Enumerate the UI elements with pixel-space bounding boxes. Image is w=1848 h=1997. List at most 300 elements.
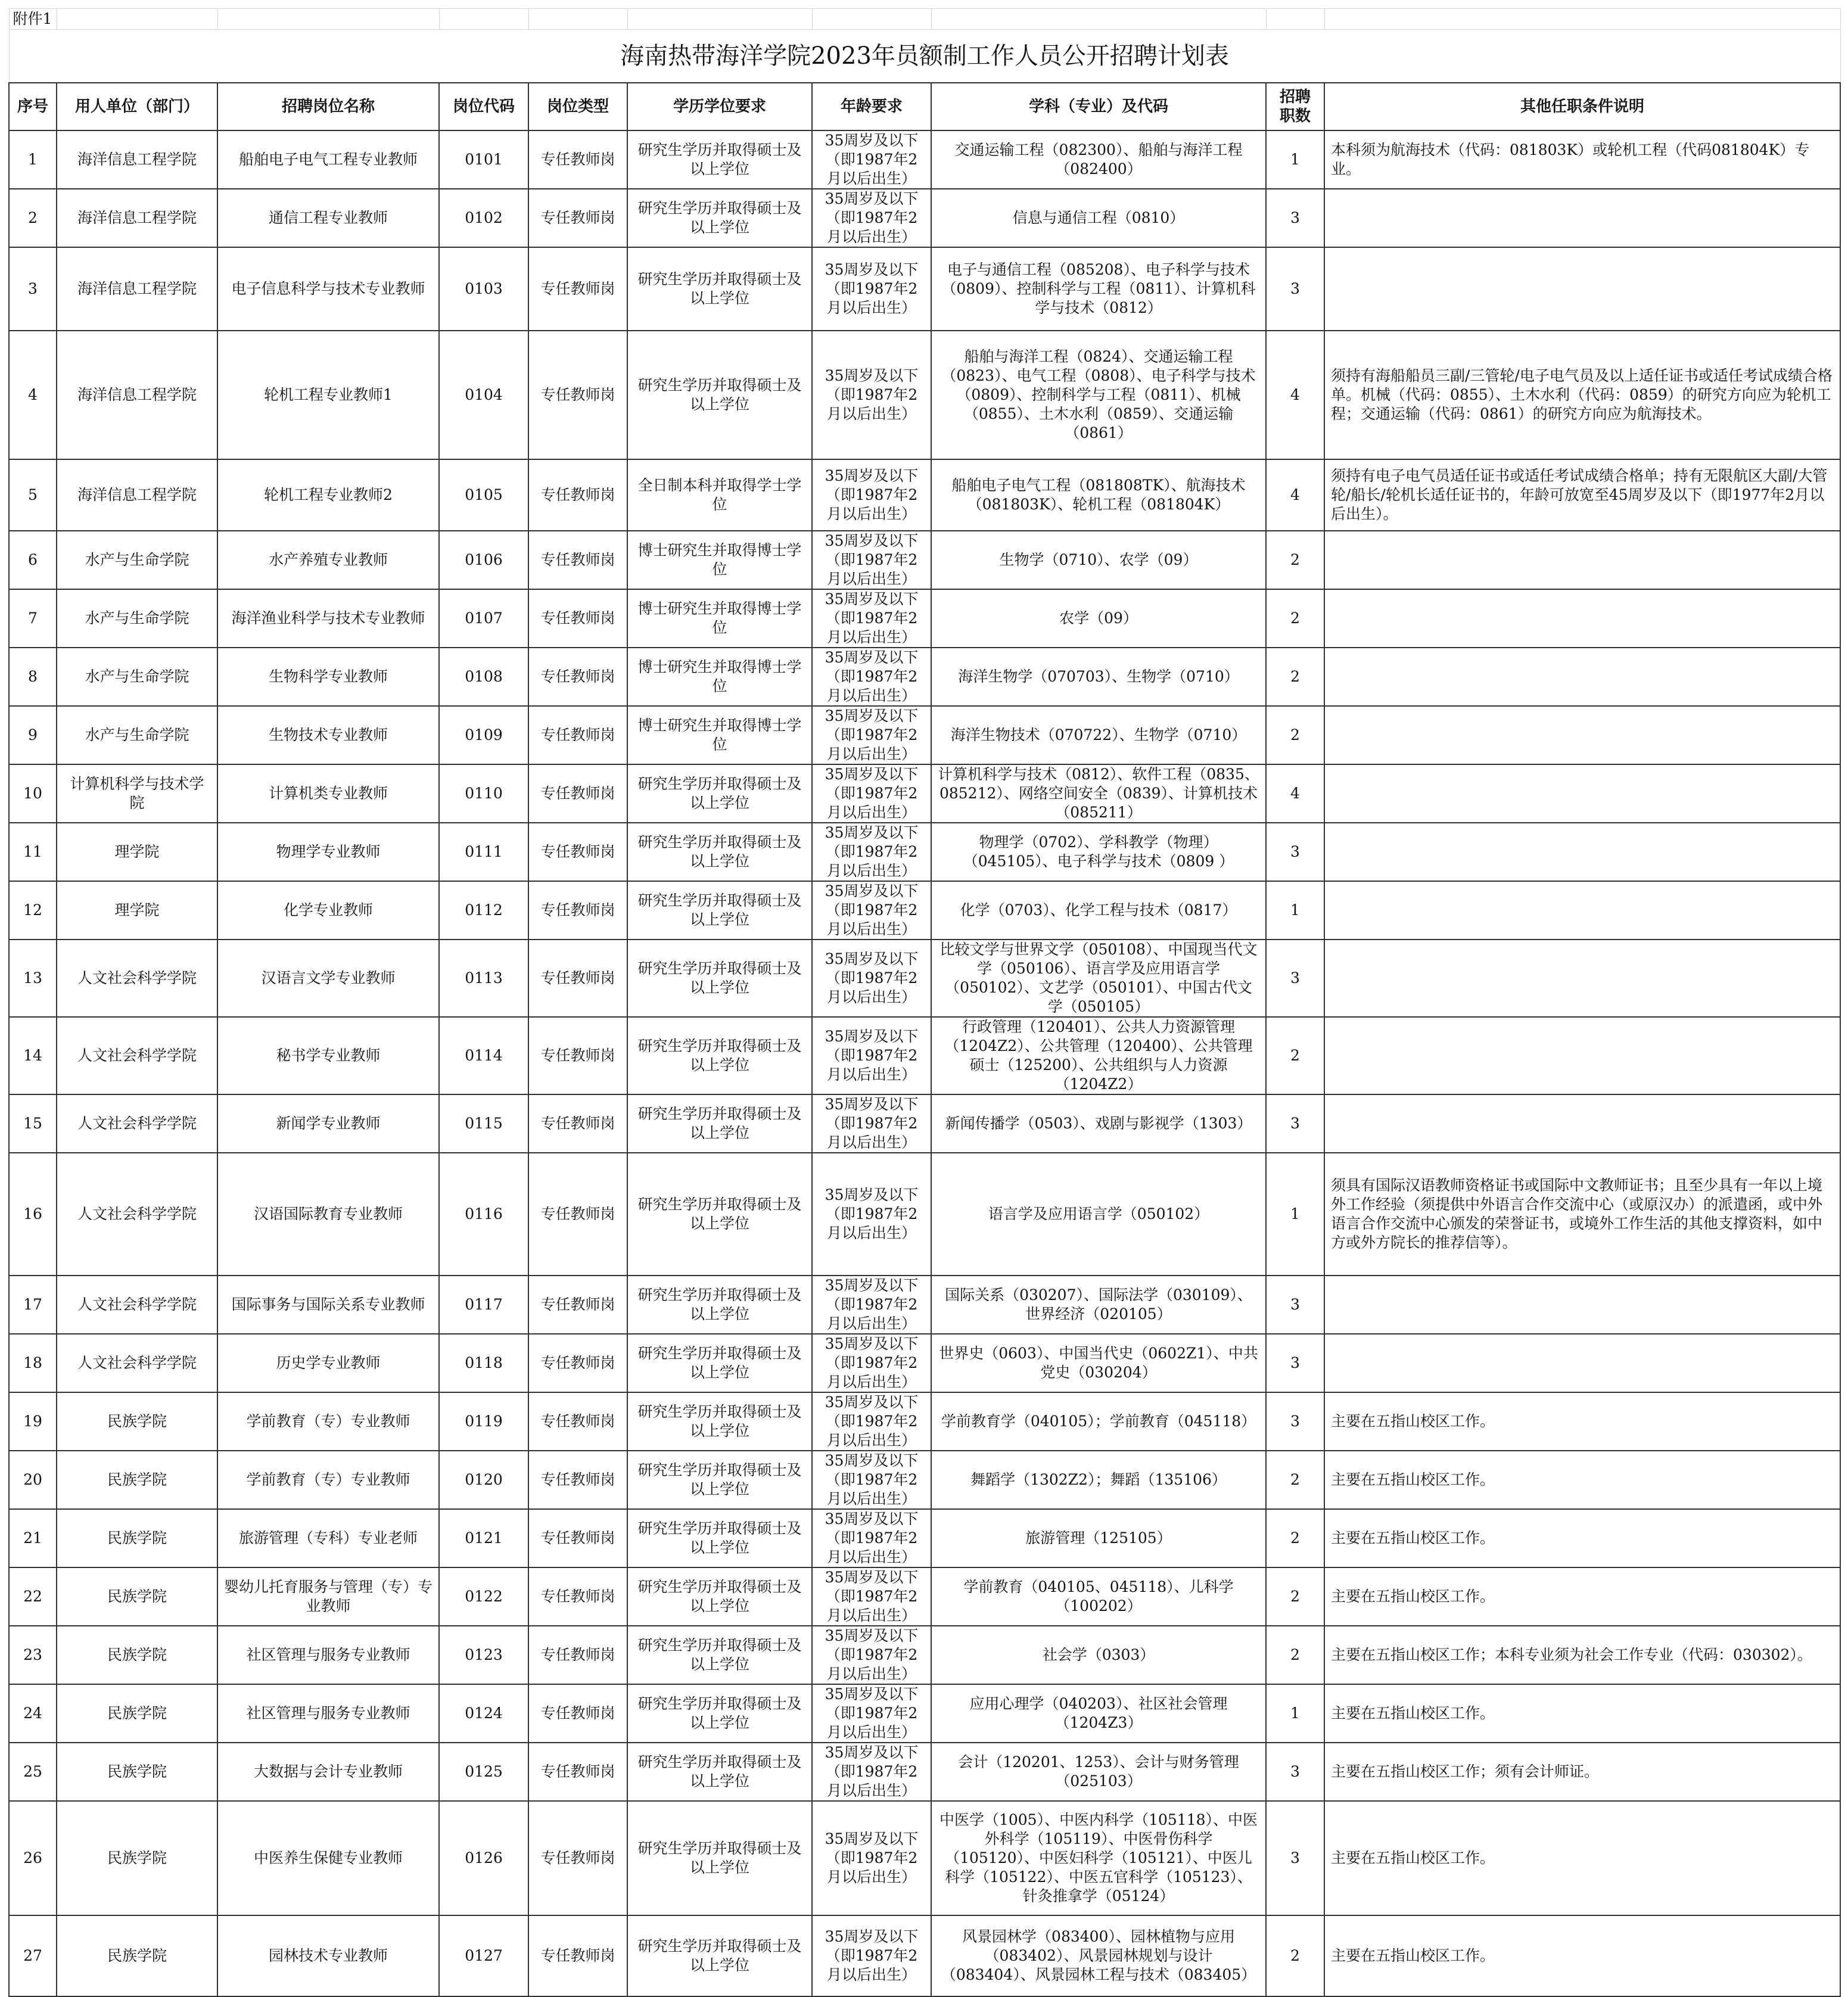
cell-type[interactable]: 专任教师岗 <box>528 1334 627 1392</box>
cell-type[interactable]: 专任教师岗 <box>528 1567 627 1626</box>
cell-age[interactable]: 35周岁及以下（即1987年2月以后出生） <box>812 648 931 706</box>
cell-major[interactable]: 信息与通信工程（0810） <box>931 189 1266 247</box>
cell-count[interactable]: 2 <box>1266 1451 1324 1509</box>
cell-count[interactable]: 3 <box>1266 1392 1324 1451</box>
cell-code[interactable]: 0110 <box>439 764 528 823</box>
cell-code[interactable]: 0127 <box>439 1915 528 1996</box>
cell-major[interactable]: 学前教育（040105、045118）、儿科学（100202） <box>931 1567 1266 1626</box>
cell-position[interactable]: 婴幼儿托育服务与管理（专）专业教师 <box>217 1567 439 1626</box>
cell-no[interactable]: 16 <box>9 1153 57 1276</box>
cell-no[interactable]: 6 <box>9 531 57 589</box>
cell-major[interactable]: 新闻传播学（0503）、戏剧与影视学（1303） <box>931 1094 1266 1153</box>
cell-no[interactable]: 9 <box>9 706 57 764</box>
cell-count[interactable]: 2 <box>1266 1509 1324 1567</box>
cell-no[interactable]: 15 <box>9 1094 57 1153</box>
cell-type[interactable]: 专任教师岗 <box>528 531 627 589</box>
header-row <box>9 83 1840 130</box>
cell-education[interactable]: 研究生学历并取得硕士及以上学位 <box>627 1915 812 1996</box>
cell-education[interactable]: 研究生学历并取得硕士及以上学位 <box>627 331 812 459</box>
cell-no[interactable]: 14 <box>9 1017 57 1094</box>
cell-count[interactable]: 4 <box>1266 331 1324 459</box>
cell-no[interactable]: 17 <box>9 1276 57 1334</box>
cell-type[interactable]: 专任教师岗 <box>528 764 627 823</box>
cell-age[interactable]: 35周岁及以下（即1987年2月以后出生） <box>812 764 931 823</box>
cell-education[interactable]: 全日制本科并取得学士学位 <box>627 459 812 531</box>
cell-position[interactable]: 社区管理与服务专业教师 <box>217 1626 439 1684</box>
cell-unit[interactable]: 民族学院 <box>57 1392 217 1451</box>
cell-type[interactable]: 专任教师岗 <box>528 648 627 706</box>
cell-position[interactable]: 电子信息科学与技术专业教师 <box>217 247 439 331</box>
cell-count[interactable]: 2 <box>1266 706 1324 764</box>
cell-no[interactable]: 11 <box>9 823 57 881</box>
cell-count[interactable]: 4 <box>1266 459 1324 531</box>
cell-type[interactable]: 专任教师岗 <box>528 1626 627 1684</box>
cell-unit[interactable]: 民族学院 <box>57 1801 217 1915</box>
cell-major[interactable]: 农学（09） <box>931 589 1266 648</box>
cell-type[interactable]: 专任教师岗 <box>528 130 627 189</box>
cell-note[interactable]: 主要在五指山校区工作。 <box>1324 1801 1840 1915</box>
cell-major[interactable]: 风景园林学（083400）、园林植物与应用（083402）、风景园林规划与设计（083404）、风景园林工程与技术（083405） <box>931 1915 1266 1996</box>
cell-age[interactable]: 35周岁及以下（即1987年2月以后出生） <box>812 189 931 247</box>
cell-position[interactable]: 通信工程专业教师 <box>217 189 439 247</box>
cell-type[interactable]: 专任教师岗 <box>528 940 627 1017</box>
cell-no[interactable]: 24 <box>9 1684 57 1743</box>
cell-type[interactable]: 专任教师岗 <box>528 1915 627 1996</box>
cell-unit[interactable]: 理学院 <box>57 823 217 881</box>
header-unit[interactable]: 用人单位（部门） <box>57 83 217 130</box>
cell-education[interactable]: 研究生学历并取得硕士及以上学位 <box>627 764 812 823</box>
table-row <box>9 823 1840 881</box>
cell-note[interactable] <box>1324 823 1840 881</box>
cell-no[interactable]: 12 <box>9 881 57 940</box>
cell-age[interactable]: 35周岁及以下（即1987年2月以后出生） <box>812 1567 931 1626</box>
cell-code[interactable]: 0121 <box>439 1509 528 1567</box>
cell-major[interactable]: 舞蹈学（1302Z2）；舞蹈（135106） <box>931 1451 1266 1509</box>
cell-note[interactable] <box>1324 1276 1840 1334</box>
cell-count[interactable]: 3 <box>1266 823 1324 881</box>
cell-unit[interactable]: 民族学院 <box>57 1451 217 1509</box>
cell-type[interactable]: 专任教师岗 <box>528 1684 627 1743</box>
cell-unit[interactable]: 理学院 <box>57 881 217 940</box>
cell-type[interactable]: 专任教师岗 <box>528 1451 627 1509</box>
cell-age[interactable]: 35周岁及以下（即1987年2月以后出生） <box>812 247 931 331</box>
cell-education[interactable]: 研究生学历并取得硕士及以上学位 <box>627 1153 812 1276</box>
cell-note[interactable] <box>1324 589 1840 648</box>
cell-type[interactable]: 专任教师岗 <box>528 459 627 531</box>
cell-position[interactable]: 汉语国际教育专业教师 <box>217 1153 439 1276</box>
cell-note[interactable] <box>1324 648 1840 706</box>
cell-type[interactable]: 专任教师岗 <box>528 1094 627 1153</box>
cell-no[interactable]: 23 <box>9 1626 57 1684</box>
table-row <box>9 459 1840 531</box>
cell-unit[interactable]: 人文社会科学学院 <box>57 1334 217 1392</box>
cell-unit[interactable]: 海洋信息工程学院 <box>57 331 217 459</box>
cell-position[interactable]: 化学专业教师 <box>217 881 439 940</box>
header-code[interactable]: 岗位代码 <box>439 83 528 130</box>
cell-position[interactable]: 新闻学专业教师 <box>217 1094 439 1153</box>
cell-age[interactable]: 35周岁及以下（即1987年2月以后出生） <box>812 1334 931 1392</box>
cell-age[interactable]: 35周岁及以下（即1987年2月以后出生） <box>812 1915 931 1996</box>
cell-no[interactable]: 25 <box>9 1743 57 1801</box>
cell-position[interactable]: 秘书学专业教师 <box>217 1017 439 1094</box>
cell-major[interactable]: 行政管理（120401）、公共人力资源管理（1204Z2）、公共管理（120400）、公共管理硕士（125200）、公共组织与人力资源（1204Z2） <box>931 1017 1266 1094</box>
cell-type[interactable]: 专任教师岗 <box>528 589 627 648</box>
cell-unit[interactable]: 民族学院 <box>57 1626 217 1684</box>
cell-major[interactable]: 应用心理学（040203）、社区社会管理（1204Z3） <box>931 1684 1266 1743</box>
header-major[interactable]: 学科（专业）及代码 <box>931 83 1266 130</box>
header-position[interactable]: 招聘岗位名称 <box>217 83 439 130</box>
cell-education[interactable]: 研究生学历并取得硕士及以上学位 <box>627 881 812 940</box>
cell-major[interactable]: 中医学（1005）、中医内科学（105118）、中医外科学（105119）、中医骨伤科学（105120）、中医妇科学（105121）、中医儿科学（105122）、中医五官科学（105123）、针灸推拿学（05124） <box>931 1801 1266 1915</box>
cell-major[interactable]: 电子与通信工程（085208）、电子科学与技术（0809）、控制科学与工程（0811）、计算机科学与技术（0812） <box>931 247 1266 331</box>
cell-major[interactable]: 海洋生物学（070703）、生物学（0710） <box>931 648 1266 706</box>
cell-major[interactable]: 比较文学与世界文学（050108）、中国现当代文学（050106）、语言学及应用语言学（050102）、文艺学（050101）、中国古代文学（050105） <box>931 940 1266 1017</box>
cell-code[interactable]: 0104 <box>439 331 528 459</box>
cell-education[interactable]: 博士研究生并取得博士学位 <box>627 589 812 648</box>
cell-unit[interactable]: 民族学院 <box>57 1915 217 1996</box>
cell-position[interactable]: 海洋渔业科学与技术专业教师 <box>217 589 439 648</box>
table-row <box>9 1153 1840 1276</box>
cell-education[interactable]: 研究生学历并取得硕士及以上学位 <box>627 1017 812 1094</box>
cell-position[interactable]: 学前教育（专）专业教师 <box>217 1451 439 1509</box>
cell-code[interactable]: 0122 <box>439 1567 528 1626</box>
cell-count[interactable]: 3 <box>1266 1334 1324 1392</box>
cell-major[interactable]: 船舶与海洋工程（0824）、交通运输工程（0823）、电气工程（0808）、电子科学与技术（0809）、控制科学与工程（0811）、机械（0855）、土木水利（0859）、交通运输（0861） <box>931 331 1266 459</box>
cell-position[interactable]: 园林技术专业教师 <box>217 1915 439 1996</box>
cell-age[interactable]: 35周岁及以下（即1987年2月以后出生） <box>812 1276 931 1334</box>
cell-education[interactable]: 研究生学历并取得硕士及以上学位 <box>627 1094 812 1153</box>
cell-no[interactable]: 2 <box>9 189 57 247</box>
cell-note[interactable]: 主要在五指山校区工作；本科专业须为社会工作专业（代码：030302）。 <box>1324 1626 1840 1684</box>
header-type[interactable]: 岗位类型 <box>528 83 627 130</box>
table-row <box>9 881 1840 940</box>
cell-code[interactable]: 0111 <box>439 823 528 881</box>
cell-unit[interactable]: 水产与生命学院 <box>57 706 217 764</box>
table-row <box>9 531 1840 589</box>
cell-position[interactable]: 生物技术专业教师 <box>217 706 439 764</box>
cell-code[interactable]: 0118 <box>439 1334 528 1392</box>
cell-education[interactable]: 研究生学历并取得硕士及以上学位 <box>627 1684 812 1743</box>
cell-unit[interactable]: 海洋信息工程学院 <box>57 247 217 331</box>
cell-type[interactable]: 专任教师岗 <box>528 706 627 764</box>
cell-major[interactable]: 语言学及应用语言学（050102） <box>931 1153 1266 1276</box>
cell-major[interactable]: 学前教育学（040105）；学前教育（045118） <box>931 1392 1266 1451</box>
cell-position[interactable]: 学前教育（专）专业教师 <box>217 1392 439 1451</box>
cell-education[interactable]: 研究生学历并取得硕士及以上学位 <box>627 189 812 247</box>
cell-note[interactable] <box>1324 706 1840 764</box>
table-row <box>9 764 1840 823</box>
cell-no[interactable]: 13 <box>9 940 57 1017</box>
cell-position[interactable]: 汉语言文学专业教师 <box>217 940 439 1017</box>
cell-no[interactable]: 5 <box>9 459 57 531</box>
cell-count[interactable]: 1 <box>1266 881 1324 940</box>
table-row <box>9 940 1840 1017</box>
cell-education[interactable]: 研究生学历并取得硕士及以上学位 <box>627 247 812 331</box>
cell-age[interactable]: 35周岁及以下（即1987年2月以后出生） <box>812 531 931 589</box>
cell-major[interactable]: 船舶电子电气工程（081808TK）、航海技术（081803K）、轮机工程（081804K） <box>931 459 1266 531</box>
cell-position[interactable]: 中医养生保健专业教师 <box>217 1801 439 1915</box>
header-count[interactable]: 招聘职数 <box>1266 83 1324 130</box>
cell-unit[interactable]: 人文社会科学学院 <box>57 1276 217 1334</box>
table-row <box>9 1017 1840 1094</box>
cell-no[interactable]: 7 <box>9 589 57 648</box>
cell-code[interactable]: 0124 <box>439 1684 528 1743</box>
cell-education[interactable]: 博士研究生并取得博士学位 <box>627 531 812 589</box>
cell-note[interactable]: 须持有海船船员三副/三管轮/电子电气员及以上适任证书或适任考试成绩合格单。机械（代码：0855）、土木水利（代码：0859）的研究方向应为轮机工程；交通运输（代码：0861）的研究方向应为航海技术。 <box>1324 331 1840 459</box>
table-row <box>9 1567 1840 1626</box>
cell-type[interactable]: 专任教师岗 <box>528 1017 627 1094</box>
cell-no[interactable]: 27 <box>9 1915 57 1996</box>
table-row <box>9 1392 1840 1451</box>
cell-note[interactable] <box>1324 247 1840 331</box>
cell-unit[interactable]: 人文社会科学学院 <box>57 1153 217 1276</box>
cell-type[interactable]: 专任教师岗 <box>528 331 627 459</box>
cell-major[interactable]: 旅游管理（125105） <box>931 1509 1266 1567</box>
cell-major[interactable]: 生物学（0710）、农学（09） <box>931 531 1266 589</box>
cell-type[interactable]: 专任教师岗 <box>528 1801 627 1915</box>
cell-major[interactable]: 社会学（0303） <box>931 1626 1266 1684</box>
table-title[interactable]: 海南热带海洋学院2023年员额制工作人员公开招聘计划表 <box>9 30 1840 83</box>
cell-code[interactable]: 0112 <box>439 881 528 940</box>
cell-type[interactable]: 专任教师岗 <box>528 1392 627 1451</box>
cell-age[interactable]: 35周岁及以下（即1987年2月以后出生） <box>812 459 931 531</box>
cell-age[interactable]: 35周岁及以下（即1987年2月以后出生） <box>812 331 931 459</box>
cell-age[interactable]: 35周岁及以下（即1987年2月以后出生） <box>812 881 931 940</box>
cell-education[interactable]: 研究生学历并取得硕士及以上学位 <box>627 1451 812 1509</box>
cell-type[interactable]: 专任教师岗 <box>528 1743 627 1801</box>
cell-age[interactable]: 35周岁及以下（即1987年2月以后出生） <box>812 1626 931 1684</box>
cell-unit[interactable]: 人文社会科学学院 <box>57 1094 217 1153</box>
cell-age[interactable]: 35周岁及以下（即1987年2月以后出生） <box>812 1153 931 1276</box>
cell-count[interactable]: 1 <box>1266 1153 1324 1276</box>
cell-age[interactable]: 35周岁及以下（即1987年2月以后出生） <box>812 1509 931 1567</box>
cell-type[interactable]: 专任教师岗 <box>528 189 627 247</box>
cell-age[interactable]: 35周岁及以下（即1987年2月以后出生） <box>812 1094 931 1153</box>
cell-count[interactable]: 1 <box>1266 130 1324 189</box>
cell-education[interactable]: 研究生学历并取得硕士及以上学位 <box>627 1334 812 1392</box>
table-row <box>9 648 1840 706</box>
cell-major[interactable]: 会计（120201、1253）、会计与财务管理（025103） <box>931 1743 1266 1801</box>
cell-count[interactable]: 3 <box>1266 247 1324 331</box>
cell-major[interactable]: 交通运输工程（082300）、船舶与海洋工程（082400） <box>931 130 1266 189</box>
cell-code[interactable]: 0114 <box>439 1017 528 1094</box>
cell-note[interactable]: 主要在五指山校区工作。 <box>1324 1392 1840 1451</box>
cell-education[interactable]: 研究生学历并取得硕士及以上学位 <box>627 1509 812 1567</box>
header-no[interactable]: 序号 <box>9 83 57 130</box>
cell-no[interactable]: 3 <box>9 247 57 331</box>
cell-count[interactable]: 2 <box>1266 648 1324 706</box>
cell-education[interactable]: 研究生学历并取得硕士及以上学位 <box>627 130 812 189</box>
cell-code[interactable]: 0102 <box>439 189 528 247</box>
cell-position[interactable]: 计算机类专业教师 <box>217 764 439 823</box>
cell-position[interactable]: 轮机工程专业教师1 <box>217 331 439 459</box>
cell-count[interactable]: 3 <box>1266 1743 1324 1801</box>
cell-type[interactable]: 专任教师岗 <box>528 1276 627 1334</box>
cell-code[interactable]: 0101 <box>439 130 528 189</box>
cell-unit[interactable]: 海洋信息工程学院 <box>57 459 217 531</box>
cell-no[interactable]: 18 <box>9 1334 57 1392</box>
cell-unit[interactable]: 计算机科学与技术学院 <box>57 764 217 823</box>
cell-unit[interactable]: 海洋信息工程学院 <box>57 189 217 247</box>
cell-unit[interactable]: 人文社会科学学院 <box>57 1017 217 1094</box>
cell-note[interactable] <box>1324 881 1840 940</box>
cell-note[interactable] <box>1324 189 1840 247</box>
cell-position[interactable]: 国际事务与国际关系专业教师 <box>217 1276 439 1334</box>
cell-major[interactable]: 计算机科学与技术（0812）、软件工程（0835、085212）、网络空间安全（0839）、计算机技术（085211） <box>931 764 1266 823</box>
cell-age[interactable]: 35周岁及以下（即1987年2月以后出生） <box>812 1392 931 1451</box>
cell-major[interactable]: 国际关系（030207）、国际法学（030109）、世界经济（020105） <box>931 1276 1266 1334</box>
table-row <box>9 589 1840 648</box>
cell-position[interactable]: 旅游管理（专科）专业老师 <box>217 1509 439 1567</box>
cell-code[interactable]: 0107 <box>439 589 528 648</box>
attachment-row <box>9 9 1840 30</box>
cell-no[interactable]: 22 <box>9 1567 57 1626</box>
header-education[interactable]: 学历学位要求 <box>627 83 812 130</box>
cell-note[interactable]: 主要在五指山校区工作；须有会计师证。 <box>1324 1743 1840 1801</box>
cell-note[interactable]: 本科须为航海技术（代码：081803K）或轮机工程（代码081804K）专业。 <box>1324 130 1840 189</box>
cell-unit[interactable]: 水产与生命学院 <box>57 589 217 648</box>
cell-count[interactable]: 1 <box>1266 1684 1324 1743</box>
cell-code[interactable]: 0125 <box>439 1743 528 1801</box>
cell-major[interactable]: 世界史（0603）、中国当代史（0602Z1）、中共党史（030204） <box>931 1334 1266 1392</box>
cell-note[interactable] <box>1324 531 1840 589</box>
table-row <box>9 1915 1840 1996</box>
cell-note[interactable] <box>1324 1094 1840 1153</box>
cell-code[interactable]: 0105 <box>439 459 528 531</box>
cell-no[interactable]: 4 <box>9 331 57 459</box>
cell-code[interactable]: 0117 <box>439 1276 528 1334</box>
cell-education[interactable]: 研究生学历并取得硕士及以上学位 <box>627 1626 812 1684</box>
cell-age[interactable]: 35周岁及以下（即1987年2月以后出生） <box>812 1684 931 1743</box>
cell-major[interactable]: 化学（0703）、化学工程与技术（0817） <box>931 881 1266 940</box>
cell-position[interactable]: 轮机工程专业教师2 <box>217 459 439 531</box>
cell-count[interactable]: 3 <box>1266 1801 1324 1915</box>
cell-age[interactable]: 35周岁及以下（即1987年2月以后出生） <box>812 706 931 764</box>
cell-count[interactable]: 4 <box>1266 764 1324 823</box>
cell-unit[interactable]: 民族学院 <box>57 1509 217 1567</box>
table-row <box>9 1626 1840 1684</box>
cell-note[interactable] <box>1324 1334 1840 1392</box>
cell-no[interactable]: 1 <box>9 130 57 189</box>
cell-count[interactable]: 3 <box>1266 189 1324 247</box>
header-notes[interactable]: 其他任职条件说明 <box>1324 83 1840 130</box>
cell-type[interactable]: 专任教师岗 <box>528 881 627 940</box>
cell-unit[interactable]: 民族学院 <box>57 1743 217 1801</box>
cell-age[interactable]: 35周岁及以下（即1987年2月以后出生） <box>812 130 931 189</box>
cell-age[interactable]: 35周岁及以下（即1987年2月以后出生） <box>812 823 931 881</box>
cell-count[interactable]: 3 <box>1266 1094 1324 1153</box>
cell-type[interactable]: 专任教师岗 <box>528 247 627 331</box>
cell-education[interactable]: 研究生学历并取得硕士及以上学位 <box>627 1392 812 1451</box>
cell-note[interactable]: 主要在五指山校区工作。 <box>1324 1451 1840 1509</box>
cell-unit[interactable]: 民族学院 <box>57 1567 217 1626</box>
cell-position[interactable]: 大数据与会计专业教师 <box>217 1743 439 1801</box>
cell-no[interactable]: 21 <box>9 1509 57 1567</box>
cell-code[interactable]: 0116 <box>439 1153 528 1276</box>
cell-note[interactable] <box>1324 940 1840 1017</box>
cell-unit[interactable]: 民族学院 <box>57 1684 217 1743</box>
cell-count[interactable]: 2 <box>1266 531 1324 589</box>
cell-note[interactable] <box>1324 1017 1840 1094</box>
cell-age[interactable]: 35周岁及以下（即1987年2月以后出生） <box>812 1017 931 1094</box>
cell-education[interactable]: 博士研究生并取得博士学位 <box>627 648 812 706</box>
cell-education[interactable]: 研究生学历并取得硕士及以上学位 <box>627 1276 812 1334</box>
header-age[interactable]: 年龄要求 <box>812 83 931 130</box>
cell-code[interactable]: 0119 <box>439 1392 528 1451</box>
cell-count[interactable]: 2 <box>1266 1567 1324 1626</box>
cell-count[interactable]: 2 <box>1266 1017 1324 1094</box>
table-row <box>9 706 1840 764</box>
cell-code[interactable]: 0109 <box>439 706 528 764</box>
cell-code[interactable]: 0126 <box>439 1801 528 1915</box>
cell-type[interactable]: 专任教师岗 <box>528 823 627 881</box>
cell-education[interactable]: 研究生学历并取得硕士及以上学位 <box>627 823 812 881</box>
cell-unit[interactable]: 水产与生命学院 <box>57 531 217 589</box>
cell-no[interactable]: 19 <box>9 1392 57 1451</box>
cell-unit[interactable]: 人文社会科学学院 <box>57 940 217 1017</box>
cell-major[interactable]: 海洋生物技术（070722）、生物学（0710） <box>931 706 1266 764</box>
cell-position[interactable]: 船舶电子电气工程专业教师 <box>217 130 439 189</box>
cell-no[interactable]: 20 <box>9 1451 57 1509</box>
cell-code[interactable]: 0115 <box>439 1094 528 1153</box>
cell-note[interactable]: 主要在五指山校区工作。 <box>1324 1684 1840 1743</box>
cell-no[interactable]: 10 <box>9 764 57 823</box>
cell-count[interactable]: 3 <box>1266 1276 1324 1334</box>
cell-count[interactable]: 3 <box>1266 940 1324 1017</box>
cell-note[interactable]: 主要在五指山校区工作。 <box>1324 1509 1840 1567</box>
cell-note[interactable]: 主要在五指山校区工作。 <box>1324 1567 1840 1626</box>
cell-note[interactable]: 须具有国际汉语教师资格证书或国际中文教师证书；且至少具有一年以上境外工作经验（须提供中外语言合作交流中心（或原汉办）的派遣函，或中外语言合作交流中心颁发的荣誉证书，或境外工作生活的其他支撑资料，如中方或外方院长的推荐信等）。 <box>1324 1153 1840 1276</box>
cell-type[interactable]: 专任教师岗 <box>528 1509 627 1567</box>
cell-unit[interactable]: 海洋信息工程学院 <box>57 130 217 189</box>
cell-code[interactable]: 0123 <box>439 1626 528 1684</box>
cell-education[interactable]: 研究生学历并取得硕士及以上学位 <box>627 1743 812 1801</box>
cell-code[interactable]: 0106 <box>439 531 528 589</box>
cell-count[interactable]: 2 <box>1266 589 1324 648</box>
cell-age[interactable]: 35周岁及以下（即1987年2月以后出生） <box>812 1801 931 1915</box>
cell-unit[interactable]: 水产与生命学院 <box>57 648 217 706</box>
cell-type[interactable]: 专任教师岗 <box>528 1153 627 1276</box>
cell-education[interactable]: 博士研究生并取得博士学位 <box>627 706 812 764</box>
cell-code[interactable]: 0120 <box>439 1451 528 1509</box>
cell-note[interactable]: 主要在五指山校区工作。 <box>1324 1915 1840 1996</box>
cell-note[interactable] <box>1324 764 1840 823</box>
cell-code[interactable]: 0108 <box>439 648 528 706</box>
cell-position[interactable]: 社区管理与服务专业教师 <box>217 1684 439 1743</box>
cell-code[interactable]: 0103 <box>439 247 528 331</box>
cell-education[interactable]: 研究生学历并取得硕士及以上学位 <box>627 940 812 1017</box>
table-row <box>9 1684 1840 1743</box>
cell-no[interactable]: 26 <box>9 1801 57 1915</box>
cell-major[interactable]: 物理学（0702）、学科教学（物理）（045105）、电子科学与技术（0809 ） <box>931 823 1266 881</box>
cell-position[interactable]: 水产养殖专业教师 <box>217 531 439 589</box>
cell-count[interactable]: 2 <box>1266 1915 1324 1996</box>
cell-note[interactable]: 须持有电子电气员适任证书或适任考试成绩合格单；持有无限航区大副/大管轮/船长/轮机长适任证书的，年龄可放宽至45周岁及以下（即1977年2月以后出生）。 <box>1324 459 1840 531</box>
cell-position[interactable]: 物理学专业教师 <box>217 823 439 881</box>
cell-position[interactable]: 生物科学专业教师 <box>217 648 439 706</box>
attachment-label[interactable]: 附件1 <box>9 9 57 30</box>
cell-age[interactable]: 35周岁及以下（即1987年2月以后出生） <box>812 940 931 1017</box>
cell-age[interactable]: 35周岁及以下（即1987年2月以后出生） <box>812 1451 931 1509</box>
cell-education[interactable]: 研究生学历并取得硕士及以上学位 <box>627 1801 812 1915</box>
cell-education[interactable]: 研究生学历并取得硕士及以上学位 <box>627 1567 812 1626</box>
cell-count[interactable]: 2 <box>1266 1626 1324 1684</box>
cell-code[interactable]: 0113 <box>439 940 528 1017</box>
cell-no[interactable]: 8 <box>9 648 57 706</box>
cell-position[interactable]: 历史学专业教师 <box>217 1334 439 1392</box>
cell-age[interactable]: 35周岁及以下（即1987年2月以后出生） <box>812 1743 931 1801</box>
cell-age[interactable]: 35周岁及以下（即1987年2月以后出生） <box>812 589 931 648</box>
